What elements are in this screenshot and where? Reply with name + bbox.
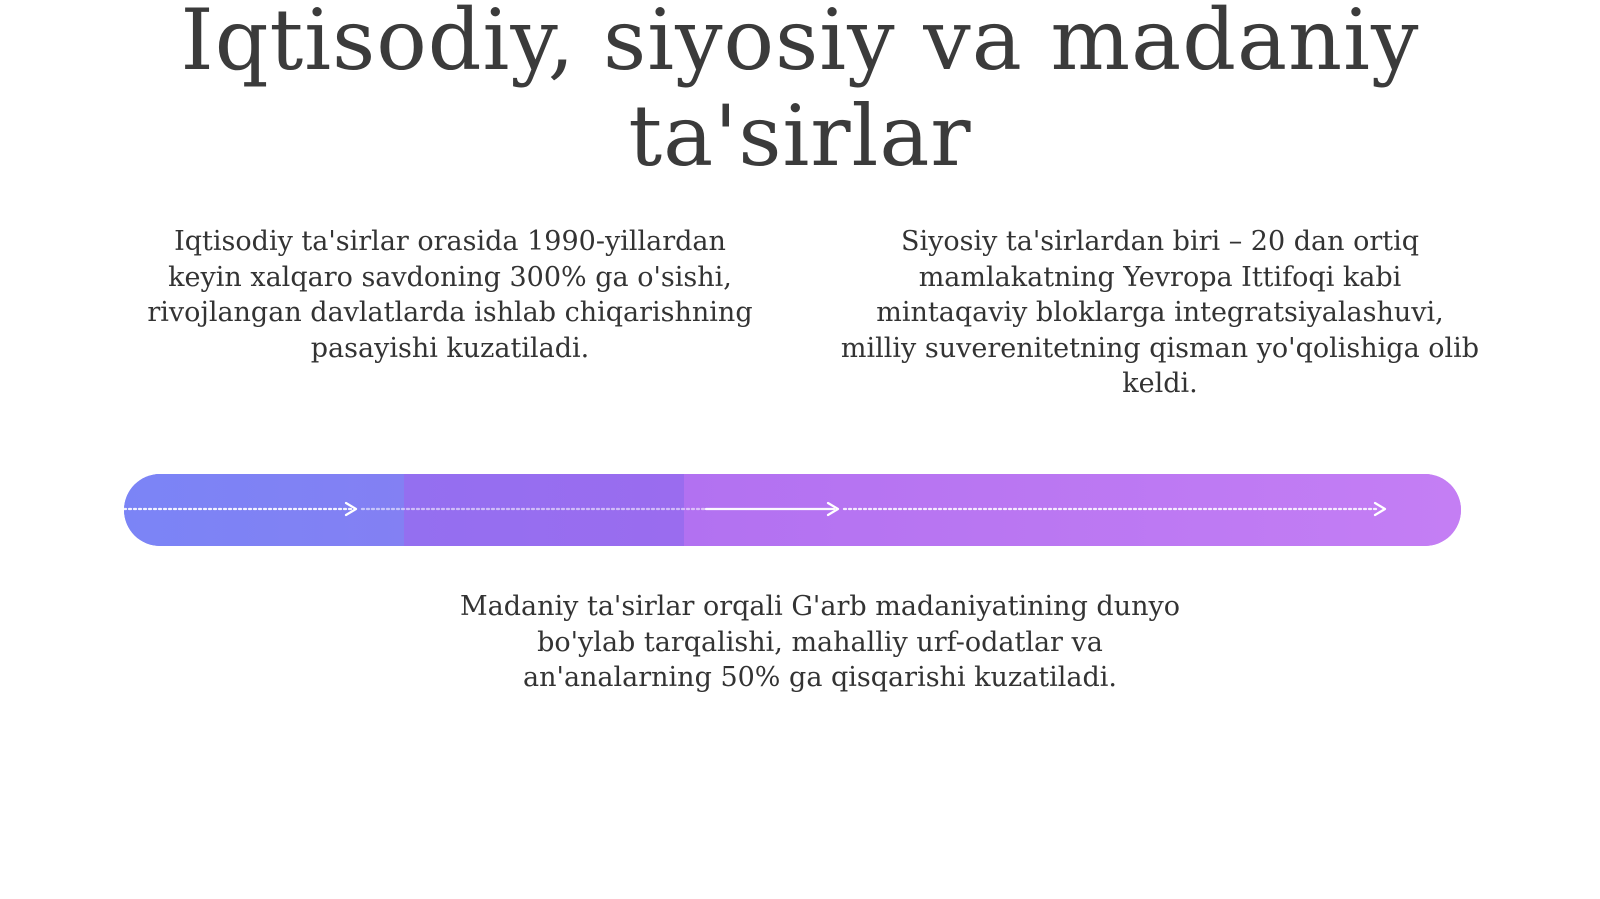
timeline-bar [124,474,1461,546]
economic-impact-text: Iqtisodiy ta'sirlar orasida 1990-yillardan keyin xalqaro savdoning 300% ga o'sishi, rivojlangan davlatlarda ishlab chiqarishning pasayishi kuzatiladi. [147,226,753,364]
political-impact-text: Siyosiy ta'sirlardan biri – 20 dan ortiq mamlakatning Yevropa Ittifoqi kabi mintaqaviy bloklarga integratsiyalashuvi, milliy suverenitetning qisman yo'qolishiga olib keldi. [840,226,1480,399]
slide-title: Iqtisodiy, siyosiy va madaniy ta'sirlar [180,0,1420,185]
timeline-arrows [124,474,1461,546]
cultural-impact-text: Madaniy ta'sirlar orqali G'arb madaniyatining dunyo bo'ylab tarqalishi, mahalliy urf-odatlar va an'analarning 50% ga qisqarishi kuzatiladi. [459,591,1181,693]
